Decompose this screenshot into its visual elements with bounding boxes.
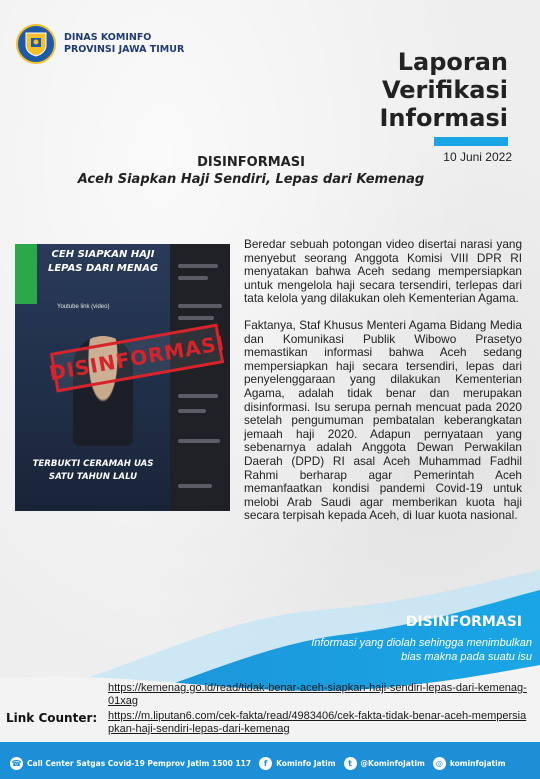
link-counter-list bbox=[108, 682, 528, 738]
instagram-item[interactable] bbox=[433, 757, 506, 770]
paragraph-claim: Beredar sebuah potongan video disertai narasi yang menyebut seorang Anggota Komisi VIII DPR RI menyatakan bahwa Aceh sedang mempersiapkan untuk mengelola haji secara tersendiri, terlepas dari tata kelola yang dilakukan oleh Kementerian Agama. bbox=[244, 237, 522, 306]
comment-line bbox=[178, 276, 208, 280]
report-title-line2: Verifikasi bbox=[381, 76, 508, 104]
comment-line bbox=[178, 316, 214, 320]
footer-bar bbox=[0, 748, 540, 779]
channel-tag bbox=[15, 244, 37, 304]
org-name-line1: DINAS KOMINFO bbox=[64, 32, 152, 43]
article-body bbox=[244, 238, 522, 523]
comments-panel bbox=[170, 244, 230, 511]
east-java-emblem-icon bbox=[16, 24, 56, 64]
footer-wave bbox=[0, 560, 540, 779]
video-caption-bottom: TERBUKTI CERAMAH UAS SATU TAHUN LALU bbox=[32, 459, 154, 482]
stamp-text: DISINFORMASI bbox=[47, 330, 227, 386]
comment-line bbox=[178, 304, 222, 308]
report-date: 10 Juni 2022 bbox=[443, 150, 512, 164]
title-accent-bar bbox=[434, 137, 508, 146]
comment-line bbox=[178, 394, 218, 398]
instagram-text: kominfojatim bbox=[449, 759, 506, 768]
facebook-icon: f bbox=[259, 757, 272, 770]
phone-icon: ☎ bbox=[11, 759, 22, 768]
comment-line bbox=[178, 264, 218, 268]
report-title-line1: Laporan bbox=[397, 48, 508, 76]
comment-line bbox=[178, 439, 220, 443]
headline-title: Aceh Siapkan Haji Sendiri, Lepas dari Kemenag bbox=[77, 172, 425, 187]
twitter-text: @KominfoJatim bbox=[360, 759, 425, 768]
report-title bbox=[380, 48, 509, 132]
twitter-item[interactable] bbox=[344, 757, 425, 770]
paragraph-fact: Faktanya, Staf Khusus Menteri Agama Bidang Media dan Komunikasi Publik Wibowo Prasetyo memastikan informasi bahwa Aceh sedang mempersiapkan haji secara tersendiri, lepas dari penyelenggaraan yang dilakukan Kementerian Agama, adalah tidak benar dan merupakan disinformasi. Isu serupa pernah mencuat pada 2020 setelah pengumuman pembatalan keberangkatan jemaah haji 2020. Adapun pernyataan yang sebenarnya adalah Anggota Dewan Perwakilan Daerah (DPD) RI asal Aceh Muhammad Fadhil Rahmi berharap agar Pemerintah Aceh memanfaatkan kondisi pandemi Covid-19 untuk melobi Arab Saudi agar memberikan kuota haji secara terpisah kepada Aceh, di luar kuota nasional. bbox=[244, 317, 522, 523]
callcenter-text: Call Center Satgas Covid-19 Pemprov Jatim 1500 117 bbox=[27, 759, 252, 768]
report-title-line3: Informasi bbox=[379, 104, 508, 132]
facebook-item[interactable] bbox=[259, 757, 335, 770]
org-name bbox=[64, 32, 184, 56]
counter-link-liputan6[interactable]: https://m.liputan6.com/cek-fakta/read/4983406/cek-fakta-tidak-benar-aceh-mempersiapkan-haji-sendiri-lepas-dari-kemenag bbox=[108, 710, 527, 735]
link-counter-label: Link Counter: bbox=[6, 711, 98, 725]
headline-category: DISINFORMASI bbox=[197, 155, 305, 170]
comment-line bbox=[178, 484, 212, 488]
video-caption-top: CEH SIAPKAN HAJI LEPAS DARI MENAG bbox=[47, 249, 159, 274]
callcenter-item bbox=[10, 757, 251, 770]
comment-line bbox=[178, 409, 206, 413]
counter-link-kemenag[interactable]: https://kemenag.go.id/read/tidak-benar-aceh-siapkan-haji-sendiri-lepas-dari-kemenag-01xag bbox=[108, 682, 527, 707]
twitter-icon: t bbox=[344, 757, 357, 770]
headline bbox=[0, 154, 502, 188]
definition-label: DISINFORMASI bbox=[405, 614, 522, 630]
instagram-icon: ◎ bbox=[433, 757, 446, 770]
video-source: Youtube link (video) bbox=[57, 304, 110, 310]
facebook-text: Kominfo Jatim bbox=[276, 759, 336, 768]
definition-text: Informasi yang diolah sehingga menimbulkan bias makna pada suatu isu bbox=[311, 637, 532, 663]
org-name-line2: PROVINSI JAWA TIMUR bbox=[64, 44, 185, 55]
org-branding bbox=[16, 24, 184, 64]
